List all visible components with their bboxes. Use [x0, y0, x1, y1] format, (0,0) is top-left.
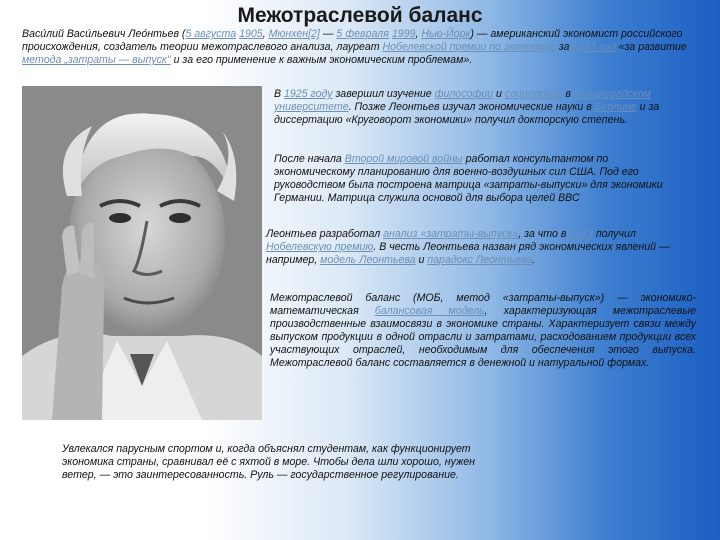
link-leontief-model[interactable]: модель Леонтьева [320, 254, 416, 266]
link-footnote-2[interactable]: [2] [308, 28, 320, 40]
link-birth-year[interactable]: 1905 [239, 28, 263, 40]
paragraph-quote: Увлекался парусным спортом и, когда объяснял студентам, как функционирует экономика страны, сравнивал её с яхтой в море. Чтобы дела шли хорошо, нужен ветер, — это заинтересованность. Руль — государственное регулирование. [62, 443, 476, 481]
link-nobel-prize[interactable]: Нобелевскую премию [266, 241, 374, 253]
link-1925-year[interactable]: 1925 году [284, 88, 333, 100]
link-nobel-prize-economics[interactable]: Нобелевской премии по экономике [382, 41, 556, 53]
link-balance-model[interactable]: балансовая модель [374, 305, 485, 317]
link-1973[interactable]: 1973 [569, 228, 593, 240]
link-leningrad-university[interactable]: Ленинградском университете [274, 88, 651, 113]
page-title: Межотраслевой баланс [237, 4, 483, 27]
link-munich[interactable]: Мюнхен [268, 28, 309, 40]
intro-paragraph: Васи́лий Васи́льевич Лео́нтьев (5 августа 1905, Мюнхен[2] — 5 февраля 1999, Нью-Йорк) — американский экономист российского происхождения, создатель теории межотраслевого анализа, лауреат Нобелевской премии по экономике за 1973 год «за развитие метода „затраты — выпуск" и за его применение к важным экономическим проблемам». [22, 28, 687, 66]
link-new-york[interactable]: Нью-Йорк [421, 28, 471, 40]
paragraph-definition: Межотраслевой баланс (МОБ, метод «затраты-выпуск») — экономико-математическая балансовая модель, характеризующая межотраслевые производственные взаимосвязи в экономике страны. Характеризует связи между выпуском продукции в одной отрасли и затратами, расходованием продукции всех участвующих отраслей, необходимым для обеспечения этого выпуска. Межотраслевой баланс составляется в денежной и натуральной формах. [270, 292, 696, 369]
link-birth-date[interactable]: 5 августа [185, 28, 237, 40]
portrait-illustration [22, 86, 262, 420]
link-philosophy[interactable]: философии [434, 88, 494, 100]
paragraph-education: В 1925 году завершил изучение философии и социологии в Ленинградском университете. Позже Леонтьев изучал экономические науки в Берлине и за диссертацию «Круговорот экономики» получил докторскую степень. [274, 88, 660, 126]
link-input-output-method[interactable]: метода „затраты — выпуск" [22, 54, 171, 66]
paragraph-nobel: Леонтьев разработал анализ «затраты-выпуск», за что в 1973 получил Нобелевскую премию. В честь Леонтьева назван ряд экономических явлений — например, модель Леонтьева и парадокс Леонтьева. [266, 228, 670, 266]
link-1973-year[interactable]: 1973 год [572, 41, 616, 53]
link-input-output-analysis[interactable]: анализ «затраты-выпуск» [383, 228, 519, 240]
link-death-year[interactable]: 1999 [391, 28, 416, 40]
link-berlin[interactable]: Берлине [594, 101, 637, 113]
link-leontief-paradox[interactable]: парадокс Леонтьева [427, 254, 533, 266]
portrait-photo [22, 86, 262, 420]
paragraph-wartime: После начала Второй мировой войны работал консультантом по экономическому планированию для военно-воздушных сил США. Под его руководством была построена матрица «затраты-выпуски» для экономики Германии. Матрица служила основой для выбора целей ВВС [274, 153, 663, 204]
link-sociology[interactable]: социологии [504, 88, 563, 100]
link-world-war-2[interactable]: Второй мировой войны [344, 153, 463, 165]
link-death-date[interactable]: 5 февраля [336, 28, 389, 40]
